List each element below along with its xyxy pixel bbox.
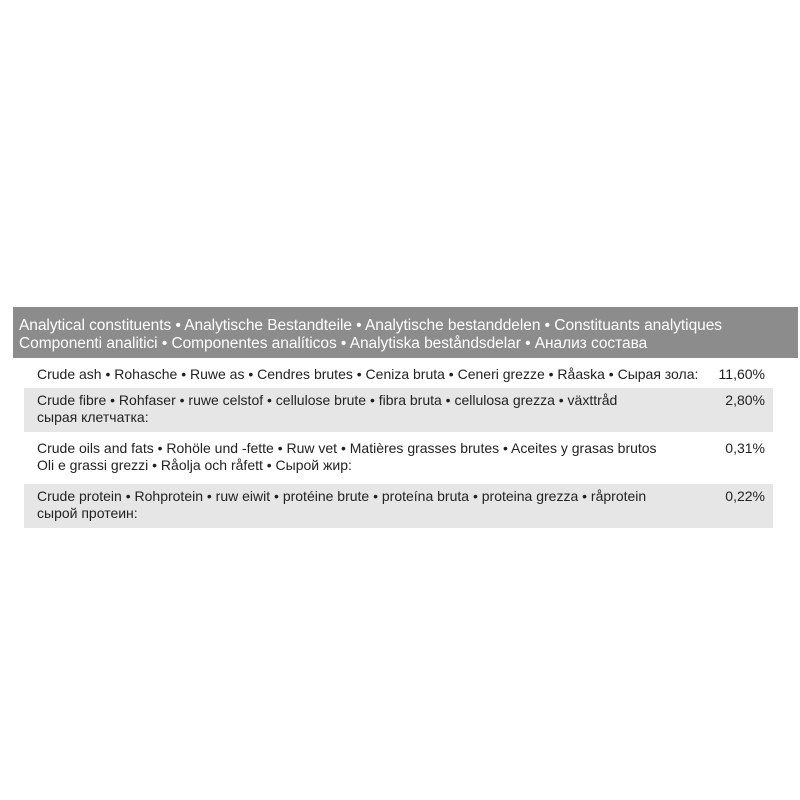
- constituent-name: [37, 366, 699, 383]
- constituent-value: 0,31%: [725, 440, 765, 456]
- constituent-name-line: Oli e grassi grezzi • Råolja och råfett • Сырой жир:: [37, 457, 352, 473]
- constituent-name: [37, 392, 677, 426]
- header-line-1: Analytical constituents • Analytische Bestandteile • Analytische bestanddelen • Constituants analytiques: [19, 317, 722, 334]
- constituent-name-line: сырая клетчатка:: [37, 409, 149, 425]
- constituent-name-line: Crude protein • Rohprotein • ruw eiwit • protéine brute • proteína bruta • proteina grezza • råprotein: [37, 488, 647, 504]
- table-row-crude-oils-fats: [24, 436, 773, 480]
- table-header: [13, 307, 798, 358]
- constituent-name: [37, 488, 677, 522]
- table-row-crude-ash: [24, 362, 773, 388]
- constituent-name-line: сырой протеин:: [37, 505, 138, 521]
- constituent-value: 0,22%: [725, 488, 765, 504]
- constituent-name-line: Crude fibre • Rohfaser • ruwe celstof • cellulose brute • fibra bruta • cellulosa grezza • växttråd: [37, 392, 618, 408]
- constituent-value: 2,80%: [725, 392, 765, 408]
- constituent-name: [37, 440, 677, 474]
- header-line-2: Componenti analitici • Componentes analíticos • Analytiska beståndsdelar • Анализ состава: [19, 335, 648, 352]
- table-row-crude-protein: [24, 484, 773, 528]
- constituent-value: 11,60%: [718, 366, 765, 382]
- analytical-constituents-table: [13, 307, 798, 528]
- table-row-crude-fibre: [24, 388, 773, 432]
- constituent-name-line: Crude ash • Rohasche • Ruwe as • Cendres brutes • Ceniza bruta • Ceneri grezze • Råaska • Сырая зола:: [37, 366, 699, 382]
- constituent-name-line: Crude oils and fats • Rohöle und -fette • Ruw vet • Matières grasses brutes • Aceites y grasas brutos: [37, 440, 657, 456]
